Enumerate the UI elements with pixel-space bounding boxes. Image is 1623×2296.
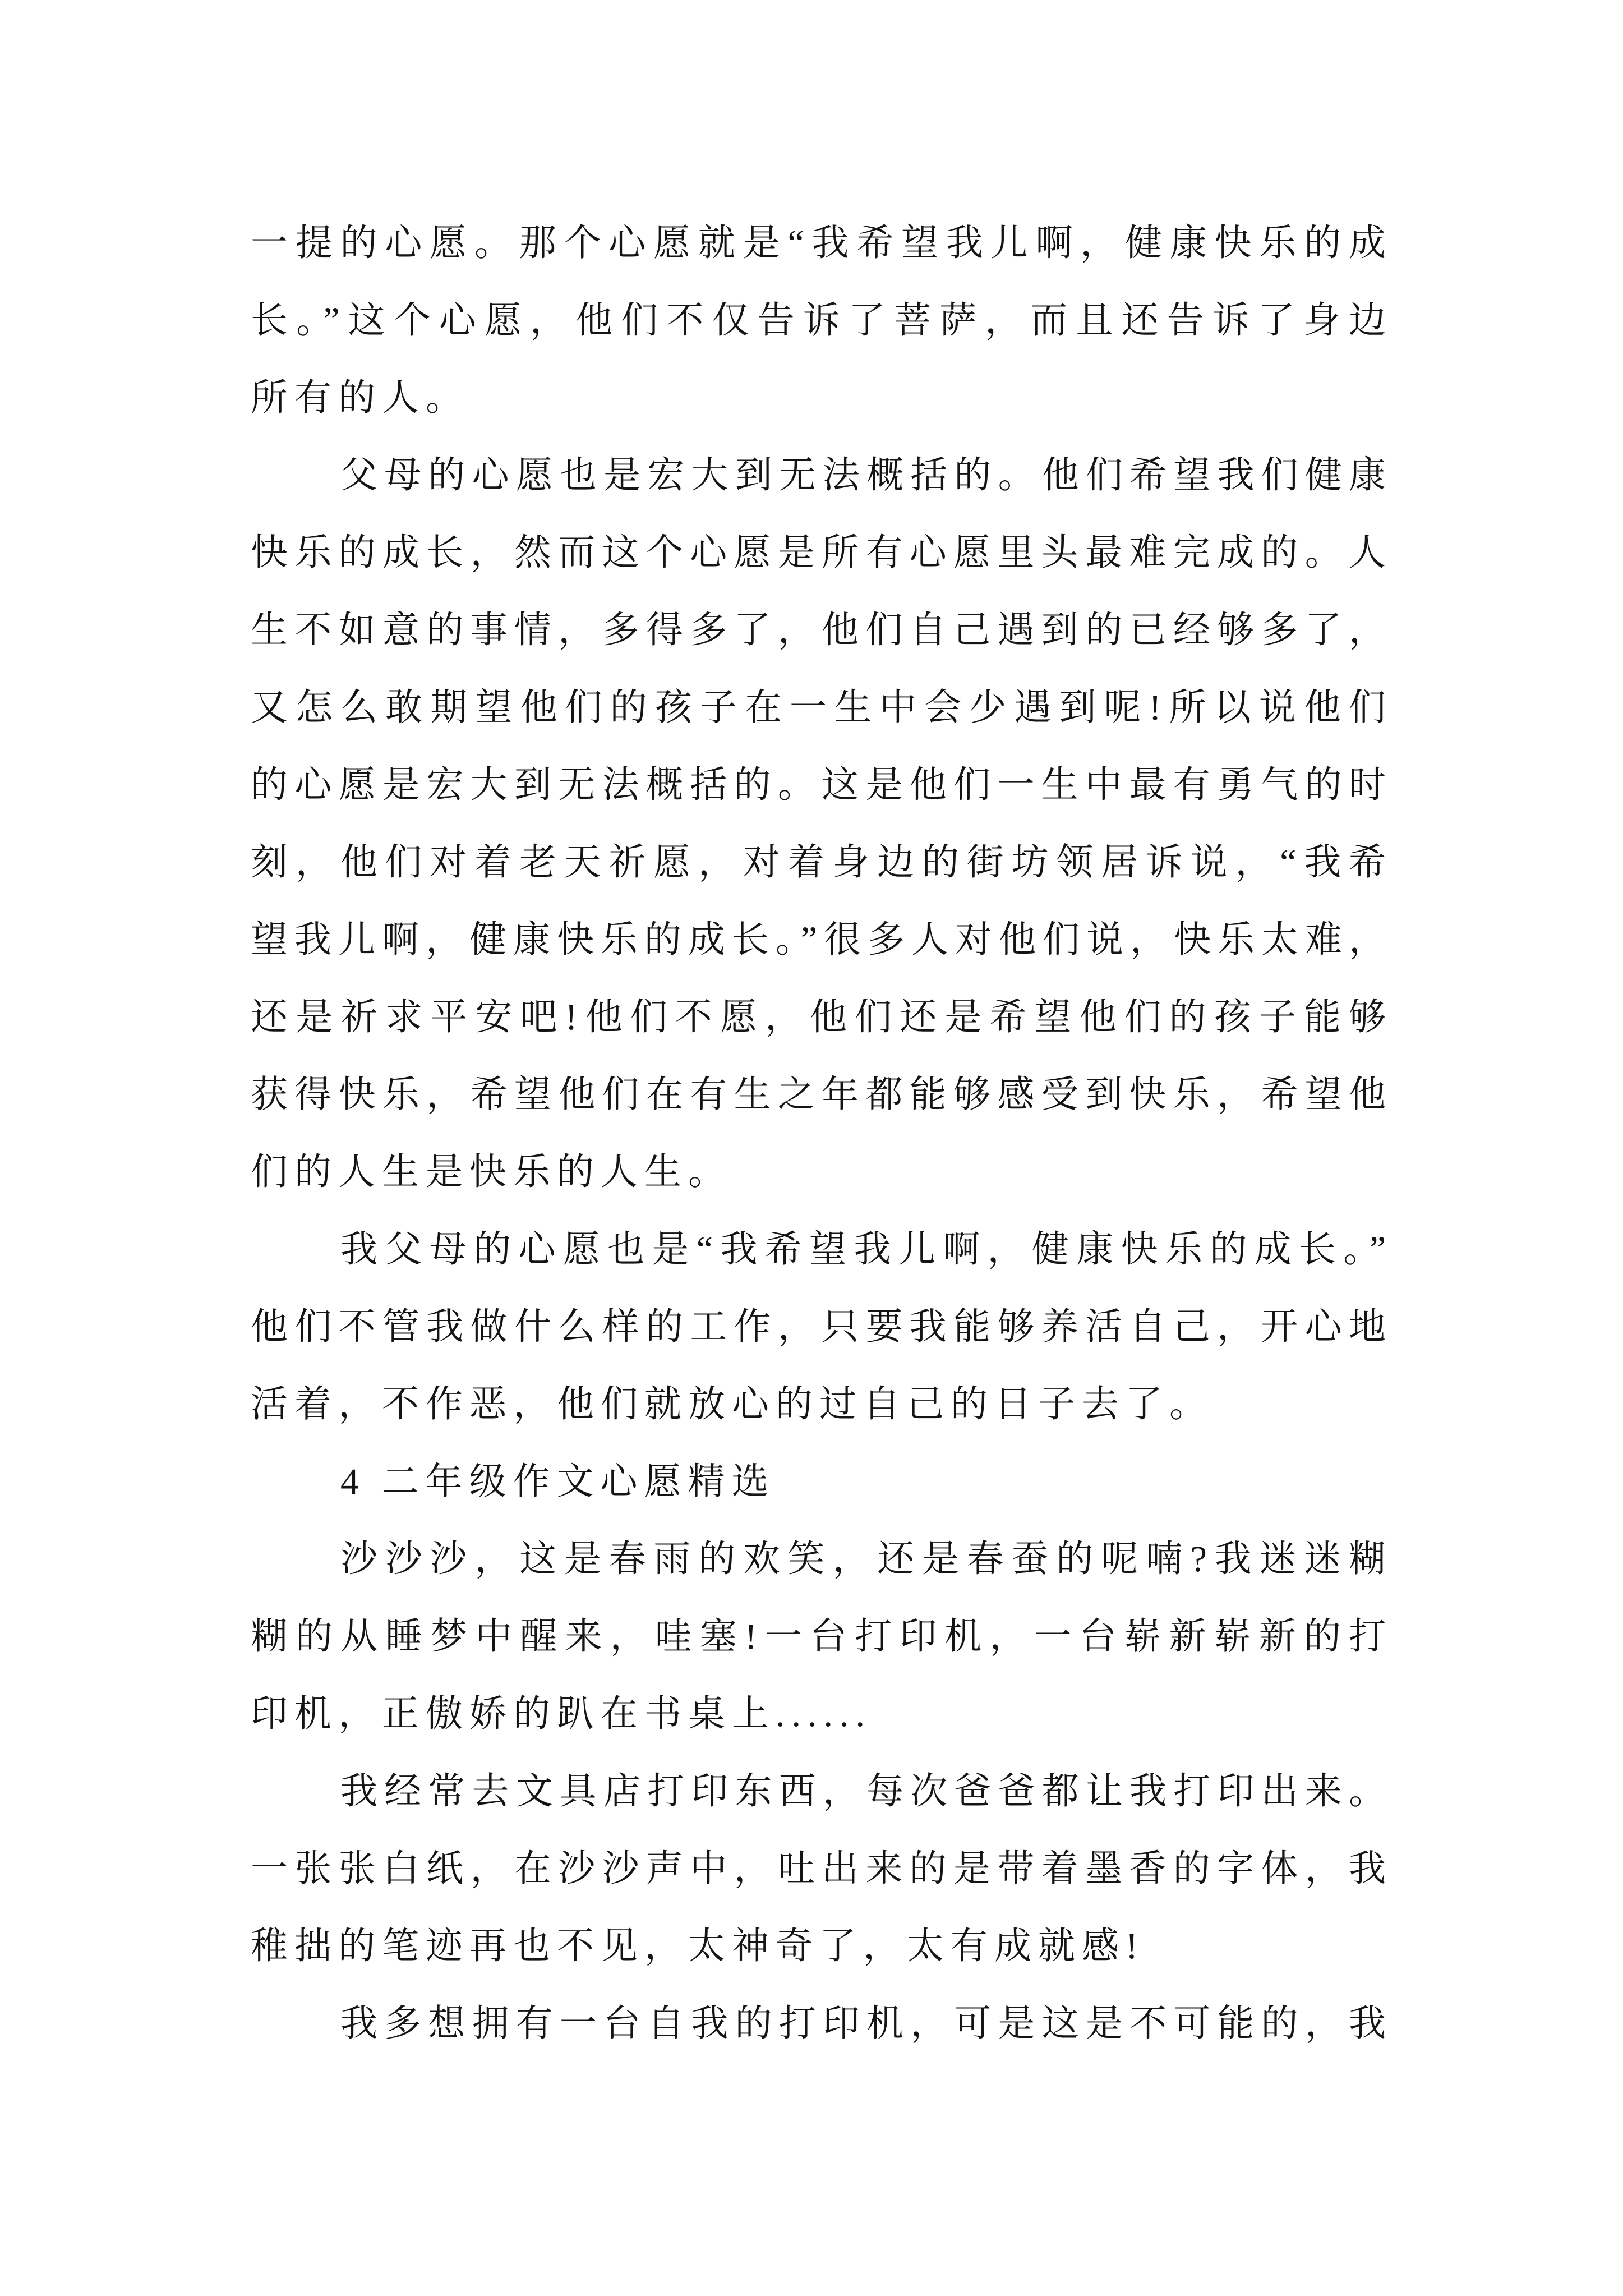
text-line: 所有的人。 — [251, 378, 469, 418]
text-line: 一提的心愿。那个心愿就是“我希望我儿啊，健康快乐的成 — [251, 223, 1389, 264]
text-line: 沙沙沙，这是春雨的欢笑，还是春蚕的呢喃?我迷迷糊 — [340, 1539, 1389, 1580]
text-line: 我经常去文具店打印东西，每次爸爸都让我打印出来。 — [340, 1771, 1389, 1812]
body-text — [251, 205, 1389, 2063]
text-line: 稚拙的笔迹再也不见，太神奇了，太有成就感! — [251, 1926, 1145, 1967]
paragraph — [251, 1211, 1389, 1443]
section-heading-text: 4 二年级作文心愿精选 — [340, 1461, 776, 1502]
text-line: 的心愿是宏大到无法概括的。这是他们一生中最有勇气的时 — [251, 765, 1389, 806]
text-line: 父母的心愿也是宏大到无法概括的。他们希望我们健康 — [340, 455, 1389, 496]
text-line: 我父母的心愿也是“我希望我儿啊，健康快乐的成长。” — [340, 1229, 1389, 1270]
text-line: 快乐的成长，然而这个心愿是所有心愿里头最难完成的。人 — [251, 532, 1389, 573]
section-heading — [251, 1443, 1389, 1521]
text-line: 又怎么敢期望他们的孩子在一生中会少遇到呢!所以说他们 — [251, 687, 1389, 728]
text-line: 印机，正傲娇的趴在书桌上...... — [251, 1694, 872, 1734]
text-line: 刻，他们对着老天祈愿，对着身边的街坊领居诉说，“我希 — [251, 842, 1389, 883]
paragraph — [251, 1985, 1389, 2063]
text-line: 糊的从睡梦中醒来，哇塞!一台打印机，一台崭新崭新的打 — [251, 1616, 1389, 1657]
text-line: 获得快乐，希望他们在有生之年都能够感受到快乐，希望他 — [251, 1074, 1389, 1115]
text-line: 我多想拥有一台自我的打印机，可是这是不可能的，我 — [340, 2003, 1389, 2044]
text-line: 一张张白纸，在沙沙声中，吐出来的是带着墨香的字体，我 — [251, 1848, 1389, 1889]
text-line: 他们不管我做什么样的工作，只要我能够养活自己，开心地 — [251, 1306, 1389, 1347]
text-line: 还是祈求平安吧!他们不愿，他们还是希望他们的孩子能够 — [251, 997, 1389, 1038]
text-line: 生不如意的事情，多得多了，他们自己遇到的已经够多了， — [251, 610, 1389, 651]
paragraph — [251, 437, 1389, 1211]
paragraph — [251, 1521, 1389, 1753]
paragraph — [251, 1753, 1389, 1985]
text-line: 望我儿啊，健康快乐的成长。”很多人对他们说，快乐太难， — [251, 919, 1389, 960]
text-line: 们的人生是快乐的人生。 — [251, 1152, 732, 1193]
text-line: 长。”这个心愿，他们不仅告诉了菩萨，而且还告诉了身边 — [251, 300, 1389, 341]
text-line: 活着，不作恶，他们就放心的过自己的日子去了。 — [251, 1384, 1213, 1425]
paragraph — [251, 205, 1389, 437]
